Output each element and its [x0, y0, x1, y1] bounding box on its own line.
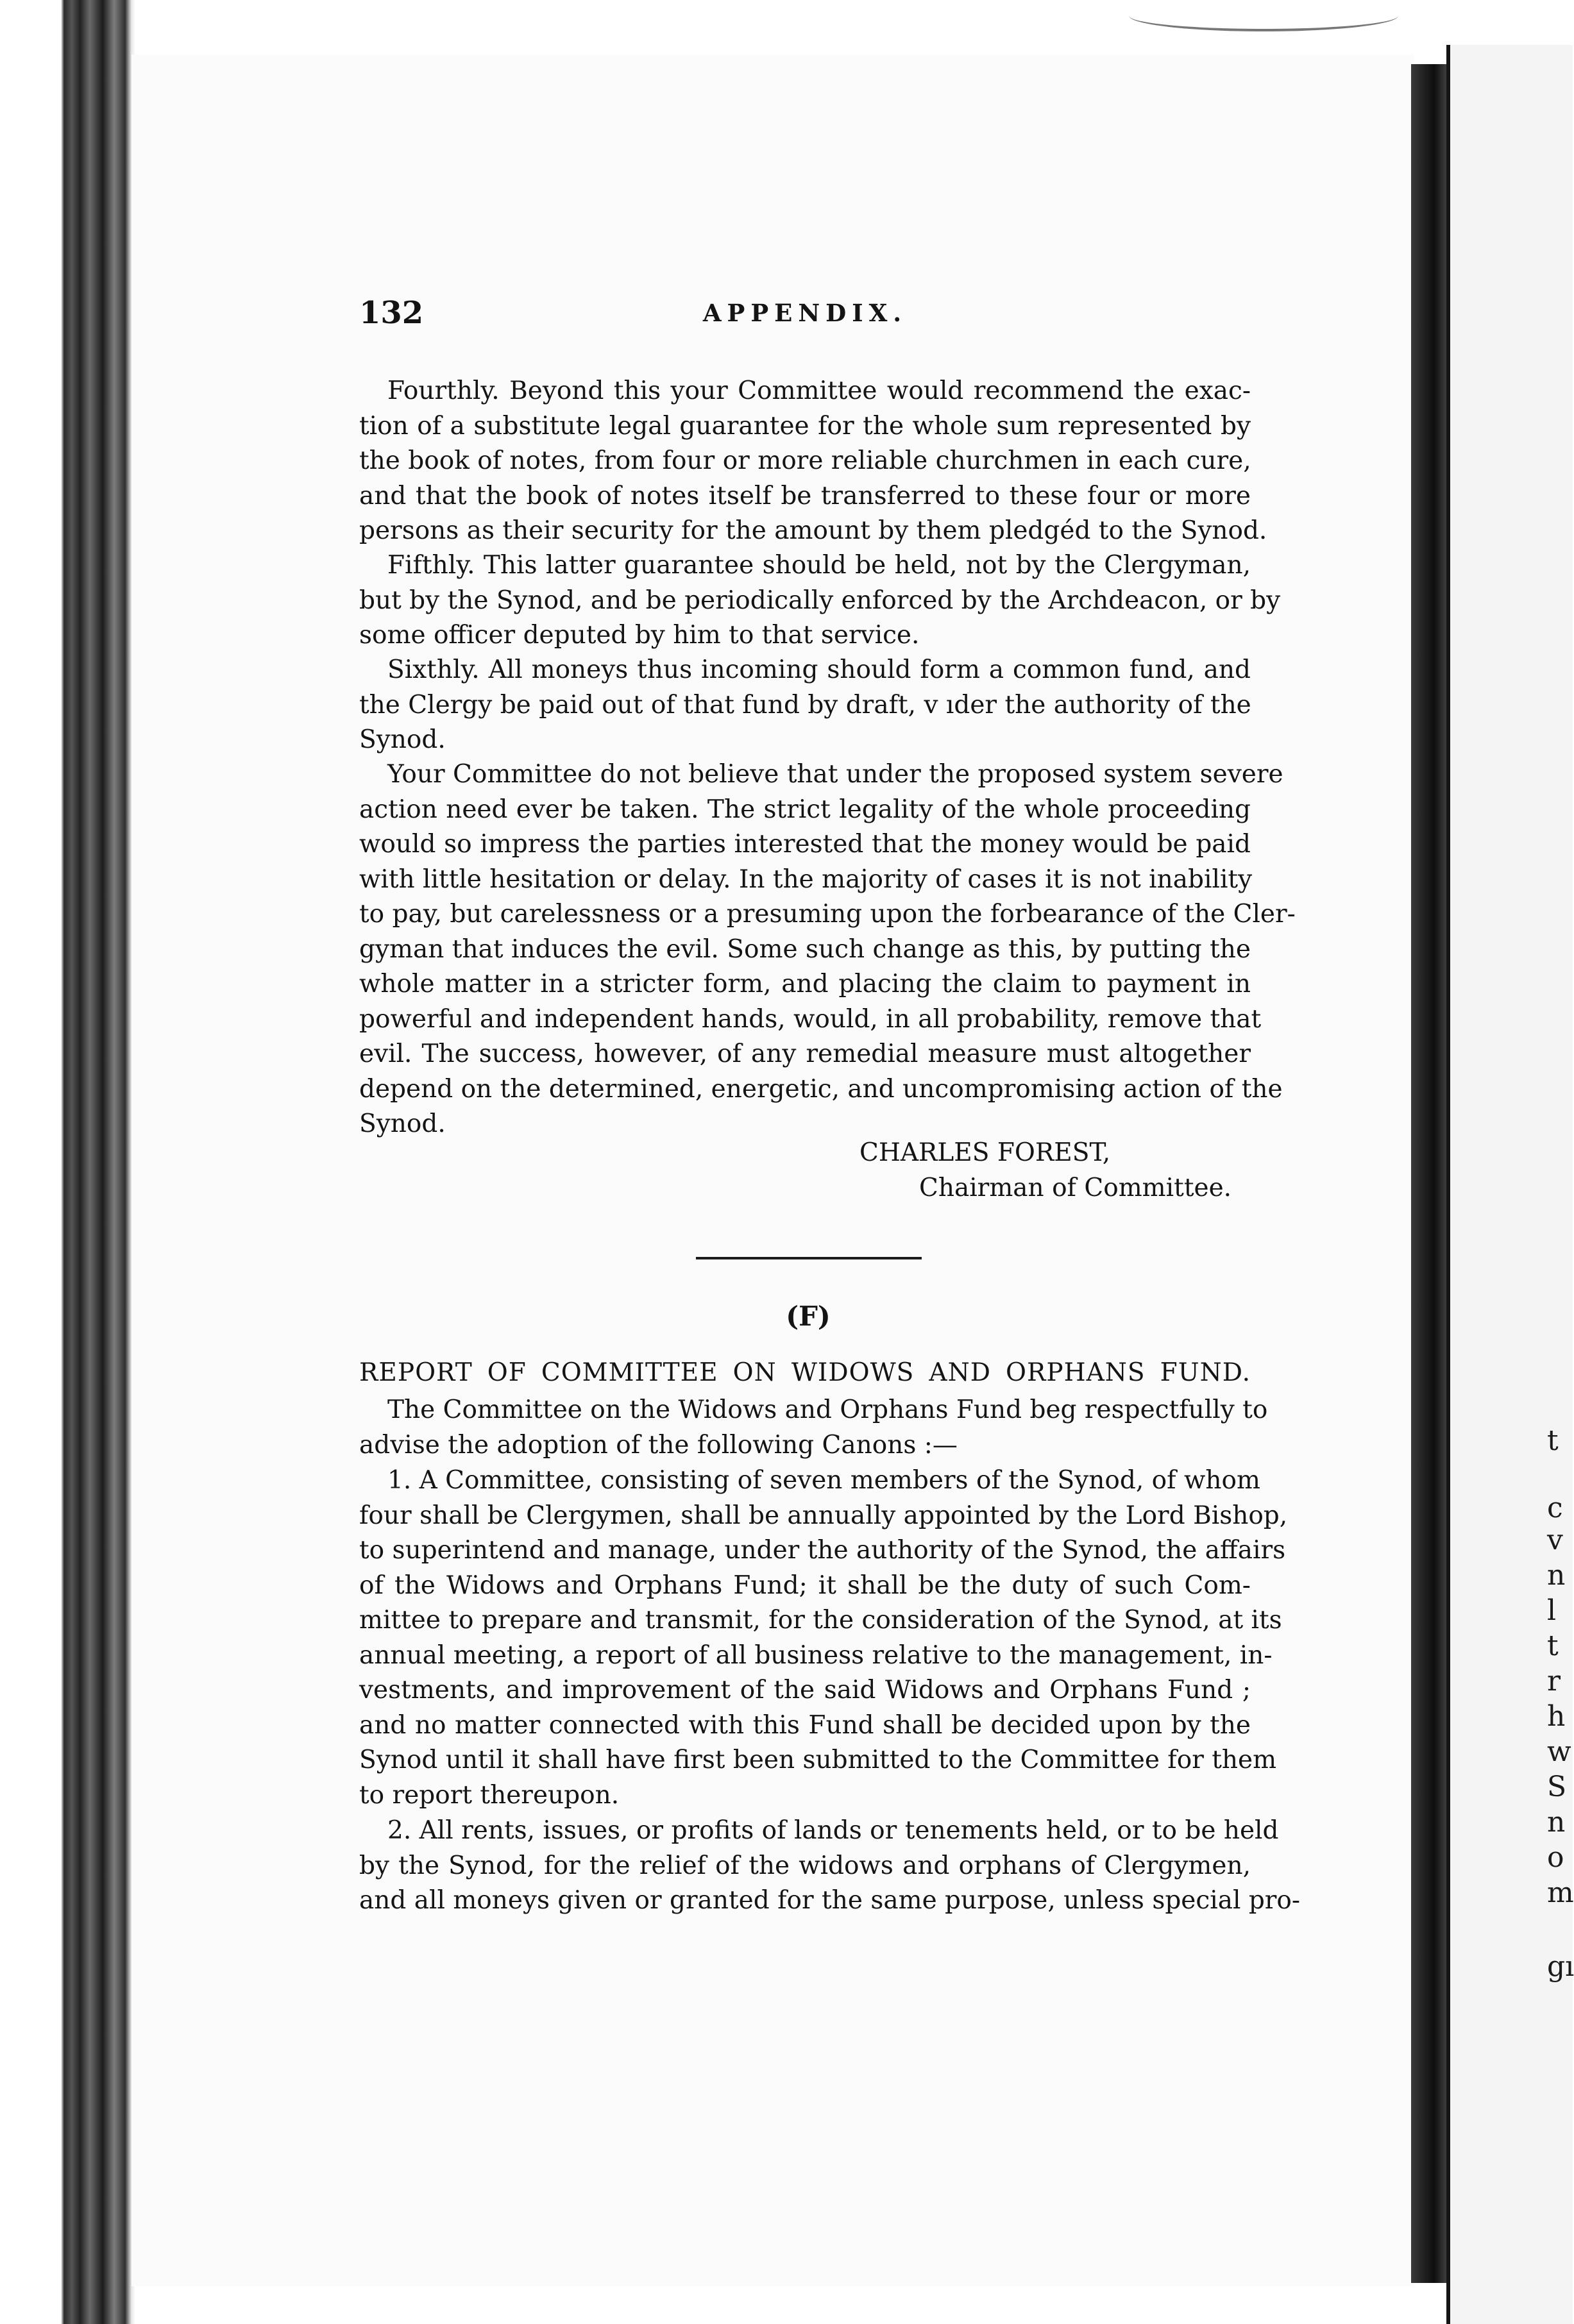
text-line: and that the book of notes itself be transferred to these four or more — [359, 481, 1251, 510]
paragraph-committee-belief — [359, 757, 1296, 1142]
text-line: Fifthly. This latter guarantee should be held, not by the Clergyman, — [387, 551, 1251, 580]
facing-page-fragment: c — [1547, 1492, 1563, 1524]
facing-page-fragment: o — [1547, 1841, 1564, 1874]
text-line: The Committee on the Widows and Orphans Fund beg respectfully to — [387, 1395, 1268, 1424]
text-line: advise the adoption of the following Canons :— — [359, 1430, 958, 1460]
paragraph-sixthly — [359, 653, 1251, 758]
text-line: and all moneys given or granted for the same purpose, unless special pro- — [359, 1886, 1301, 1915]
text-line: evil. The success, however, of any remedial measure must altogether — [359, 1040, 1251, 1068]
page-number: 132 — [359, 295, 424, 331]
paragraph-fifthly — [359, 548, 1281, 653]
text-line: some officer deputed by him to that service. — [359, 621, 920, 650]
facing-page-fragment: t — [1547, 1629, 1559, 1662]
text-line: to report thereupon. — [359, 1780, 620, 1810]
facing-page-fragment: t — [1547, 1424, 1559, 1457]
facing-page-fragment: w — [1547, 1735, 1571, 1768]
text-line: persons as their security for the amount by them pledgéd to the Synod. — [359, 516, 1267, 545]
text-line: powerful and independent hands, would, in all probability, remove that — [359, 1004, 1262, 1034]
paragraph-canon-2 — [359, 1814, 1301, 1919]
text-line: 1. A Committee, consisting of seven members of the Synod, of whom — [387, 1466, 1260, 1495]
text-line: but by the Synod, and be periodically enforced by the Archdeacon, or by — [359, 585, 1281, 615]
text-line: Synod. — [359, 1109, 446, 1138]
paragraph-canon-1 — [359, 1463, 1288, 1813]
section-divider-rule — [696, 1257, 922, 1259]
text-line: by the Synod, for the relief of the widows and orphans of Clergymen, — [359, 1851, 1251, 1880]
text-line: depend on the determined, energetic, and uncompromising action of the — [359, 1074, 1283, 1104]
signature-role: Chairman of Committee. — [919, 1174, 1232, 1202]
facing-page-fragment: l — [1547, 1594, 1557, 1627]
text-line: Fourthly. Beyond this your Committee would recommend the exac- — [387, 376, 1251, 405]
text-line: of the Widows and Orphans Fund; it shall be the duty of such Com- — [359, 1570, 1251, 1600]
text-line: four shall be Clergymen, shall be annually appointed by the Lord Bishop, — [359, 1501, 1288, 1530]
facing-page-fragment: gı — [1547, 1950, 1574, 1983]
book-gutter — [1411, 64, 1450, 2283]
text-line: Sixthly. All moneys thus incoming should form a common fund, and — [387, 655, 1251, 684]
book-binding-edge — [0, 0, 135, 2324]
text-line: Your Committee do not believe that under the proposed system severe — [387, 760, 1283, 789]
section-title: REPORT OF COMMITTEE ON WIDOWS AND ORPHANS FUND. — [359, 1358, 1251, 1387]
text-line: would so impress the parties interested that the money would be paid — [359, 830, 1251, 859]
facing-page-fragment: h — [1547, 1700, 1566, 1733]
text-line: the Clergy be paid out of that fund by draft, v ıder the authority of the — [359, 690, 1251, 720]
text-line: Synod until it shall have first been submitted to the Committee for them — [359, 1746, 1277, 1774]
text-line: to superintend and manage, under the authority of the Synod, the affairs — [359, 1536, 1286, 1565]
text-line: the book of notes, from four or more reliable churchmen in each cure, — [359, 446, 1251, 475]
text-line: Synod. — [359, 725, 446, 754]
running-head: APPENDIX. — [702, 299, 908, 327]
facing-page-fragment: n — [1547, 1559, 1566, 1592]
facing-page-fragment: m — [1547, 1876, 1574, 1909]
top-page-curve — [1129, 0, 1398, 31]
paragraph-committee-intro — [359, 1393, 1268, 1463]
facing-page-fragment: S — [1547, 1771, 1567, 1803]
text-line: annual meeting, a report of all business relative to the management, in- — [359, 1640, 1273, 1670]
section-letter: (F) — [786, 1301, 831, 1332]
text-line: tion of a substitute legal guarantee for the whole sum represented by — [359, 411, 1251, 441]
page-header — [359, 295, 1251, 340]
text-line: mittee to prepare and transmit, for the consideration of the Synod, at its — [359, 1606, 1282, 1635]
facing-page-fragment: r — [1547, 1665, 1561, 1697]
text-line: vestments, and improvement of the said Widows and Orphans Fund ; — [359, 1676, 1251, 1705]
facing-page-fragment: n — [1547, 1806, 1566, 1839]
facing-page-fragment: v — [1547, 1524, 1563, 1556]
text-line: and no matter connected with this Fund shall be decided upon by the — [359, 1710, 1251, 1740]
text-line: 2. All rents, issues, or profits of lands or tenements held, or to be held — [387, 1816, 1279, 1845]
text-line: gyman that induces the evil. Some such change as this, by putting the — [359, 934, 1251, 964]
text-line: to pay, but carelessness or a presuming upon the forbearance of the Cler- — [359, 900, 1296, 929]
text-line: action need ever be taken. The strict legality of the whole proceeding — [359, 795, 1251, 824]
text-line: with little hesitation or delay. In the majority of cases it is not inability — [359, 864, 1253, 894]
text-line: whole matter in a stricter form, and placing the claim to payment in — [359, 970, 1251, 998]
signature-name: CHARLES FOREST, — [859, 1138, 1111, 1167]
paragraph-fourthly — [359, 374, 1267, 549]
